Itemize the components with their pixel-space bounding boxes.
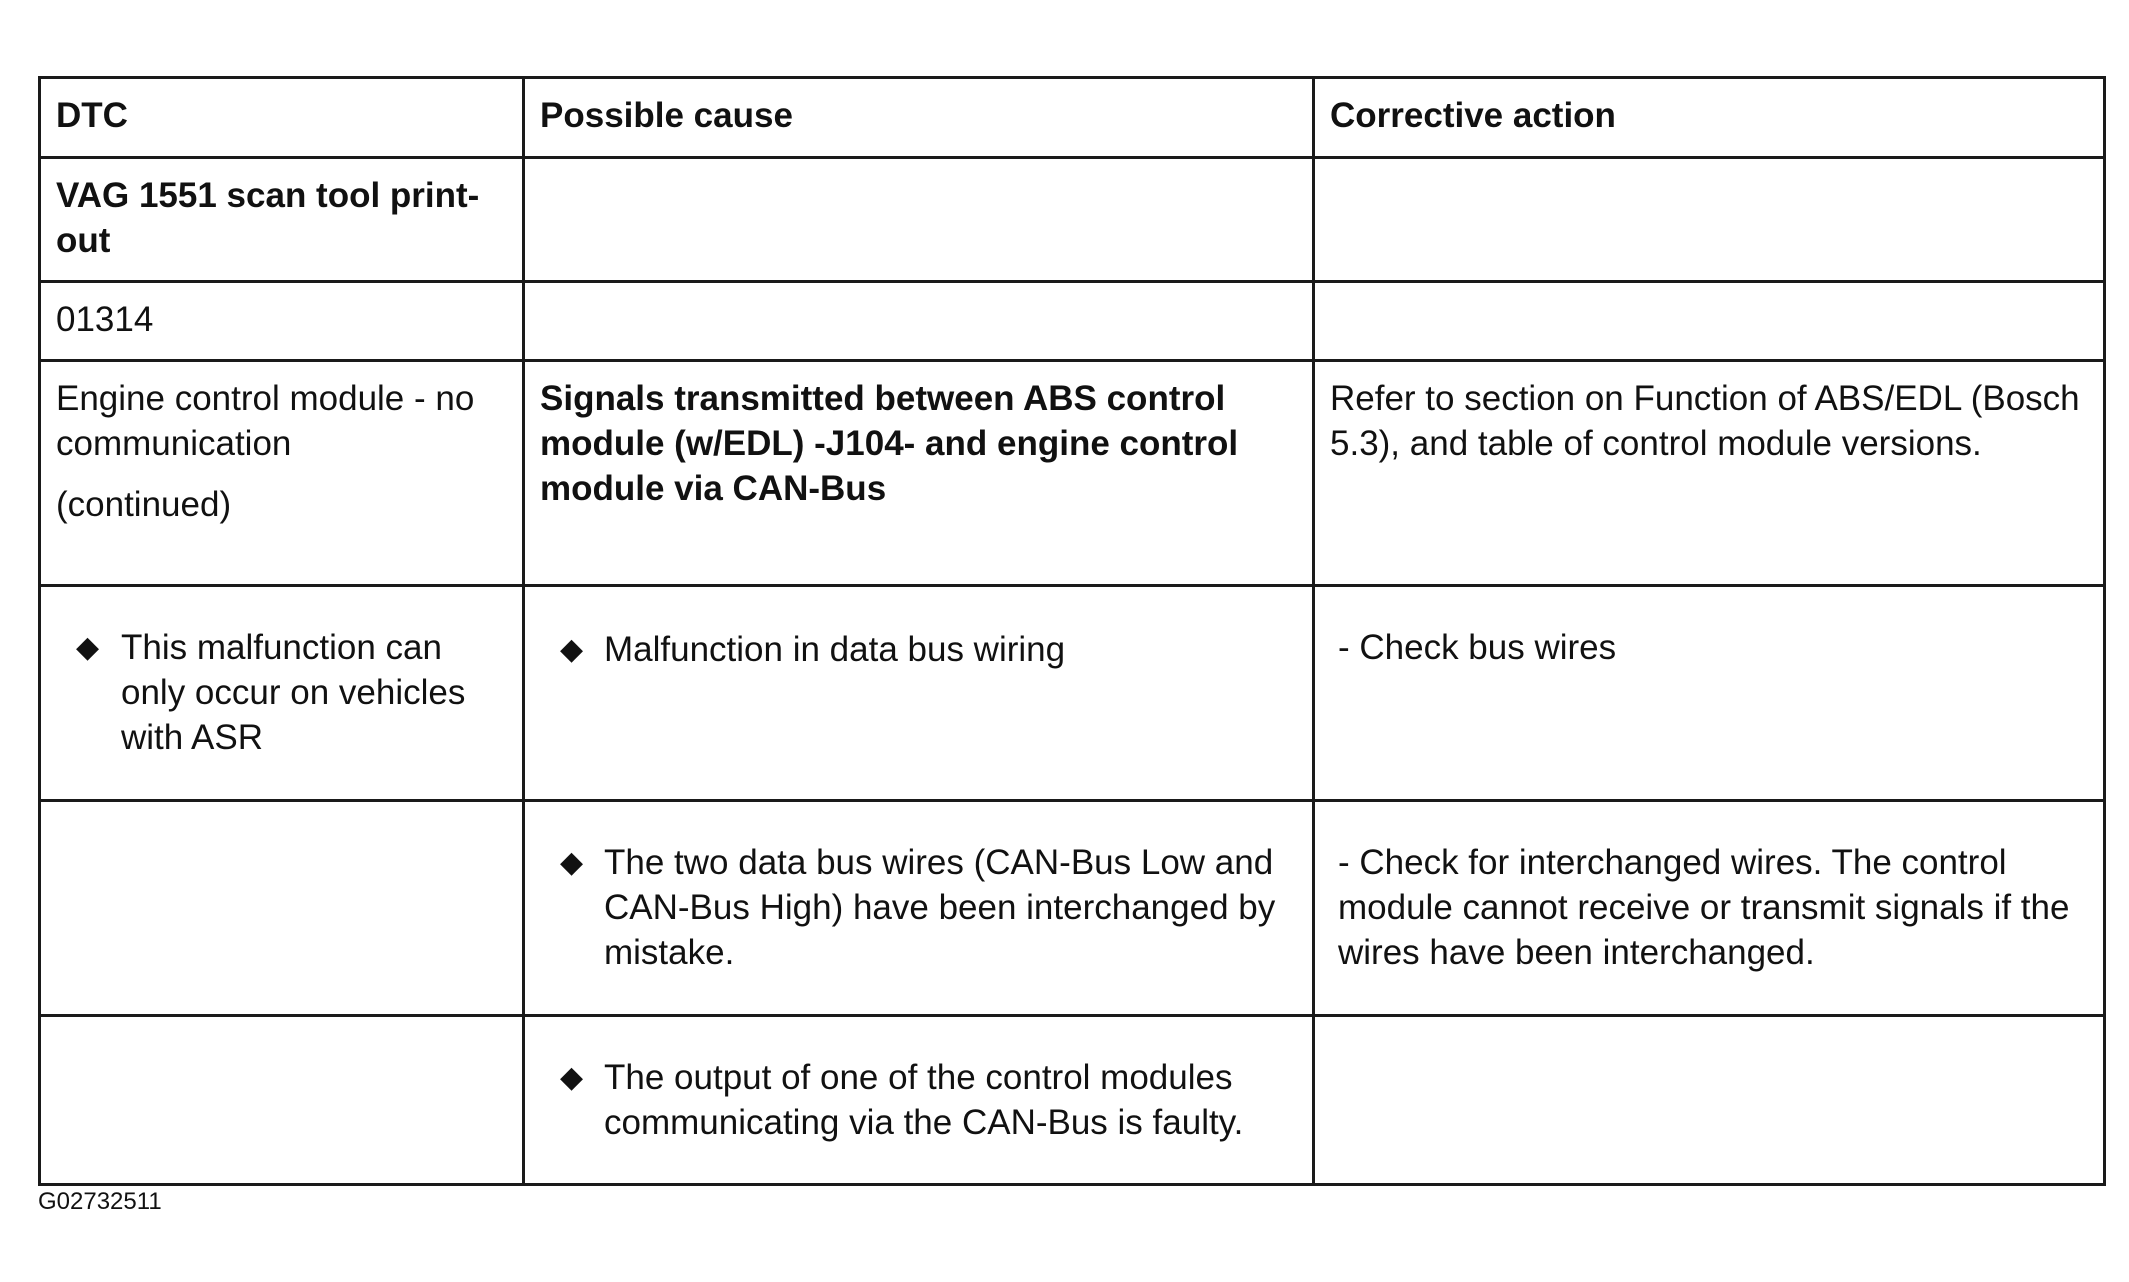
figure-id: G02732511: [38, 1188, 162, 1215]
empty-cell: [1314, 282, 2105, 361]
cause-bullet-cell: [524, 1016, 1314, 1185]
table-row: [40, 1016, 2105, 1185]
list-item: [540, 627, 1296, 672]
dtc-table: [38, 76, 2106, 1186]
signals-action: Refer to section on Function of ABS/EDL (Bosch 5.3), and table of control module versions.: [1330, 379, 2080, 463]
action-text: - Check bus wires: [1338, 628, 1617, 667]
table-row: [40, 282, 2105, 361]
table-row: [40, 158, 2105, 282]
diamond-bullet-icon: ◆: [76, 631, 100, 664]
dtc-bullet-text: This malfunction can only occur on vehicles with ASR: [121, 628, 466, 757]
header-possible-cause: Possible cause: [540, 96, 793, 135]
diamond-bullet-icon: ◆: [560, 1061, 584, 1094]
dtc-bullet-cell: [40, 586, 524, 801]
dtc-code: 01314: [56, 300, 154, 339]
empty-cell: [1314, 1016, 2105, 1185]
signals-action-cell: [1314, 361, 2105, 586]
empty-cell: [524, 158, 1314, 282]
cause-bullet-text: Malfunction in data bus wiring: [604, 630, 1066, 669]
dtc-description: Engine control module - no communication: [56, 379, 475, 463]
action-text: - Check for interchanged wires. The control module cannot receive or transmit signals if the wires have been interchanged.: [1338, 843, 2070, 972]
scan-tool-cell: [40, 158, 524, 282]
scan-tool-label: VAG 1551 scan tool print-out: [56, 176, 480, 260]
empty-cell: [524, 282, 1314, 361]
table-row: [40, 586, 2105, 801]
action-cell: [1314, 801, 2105, 1016]
diamond-bullet-icon: ◆: [560, 633, 584, 666]
dtc-description-cell: [40, 361, 524, 586]
continued-note: (continued): [56, 485, 232, 524]
empty-cell: [40, 1016, 524, 1185]
header-cell-cause: [524, 78, 1314, 158]
list-item: [56, 625, 506, 760]
action-cell: [1314, 586, 2105, 801]
header-cell-dtc: [40, 78, 524, 158]
header-dtc: DTC: [56, 96, 128, 135]
signals-cause-cell: [524, 361, 1314, 586]
signals-cause: Signals transmitted between ABS control module (w/EDL) -J104- and engine control module via CAN-Bus: [540, 379, 1239, 508]
header-cell-action: [1314, 78, 2105, 158]
cause-bullet-cell: [524, 801, 1314, 1016]
cause-bullet-cell: [524, 586, 1314, 801]
list-item: [540, 1055, 1296, 1145]
table-row: [40, 801, 2105, 1016]
dtc-code-cell: [40, 282, 524, 361]
cause-bullet-text: The output of one of the control modules communicating via the CAN-Bus is faulty.: [604, 1058, 1244, 1142]
cause-bullet-text: The two data bus wires (CAN-Bus Low and CAN-Bus High) have been interchanged by mistake.: [604, 843, 1276, 972]
header-corrective-action: Corrective action: [1330, 96, 1616, 135]
diamond-bullet-icon: ◆: [560, 846, 584, 879]
empty-cell: [1314, 158, 2105, 282]
empty-cell: [40, 801, 524, 1016]
table-row: [40, 361, 2105, 586]
list-item: [540, 840, 1296, 975]
table-header-row: [40, 78, 2105, 158]
